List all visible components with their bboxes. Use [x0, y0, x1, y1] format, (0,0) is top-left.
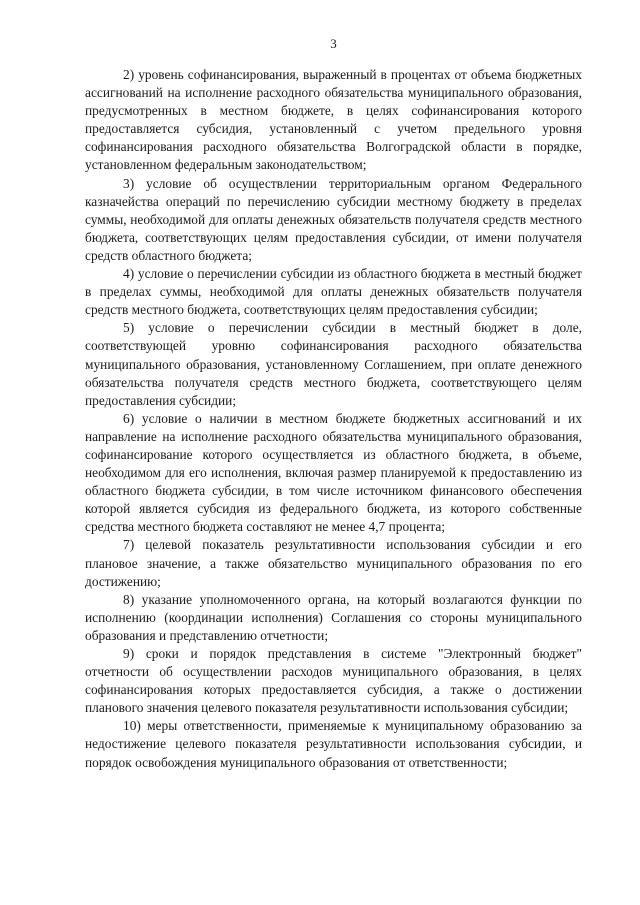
paragraph-item-4: 4) условие о перечислении субсидии из областного бюджета в местный бюджет в пределах суммы, необходимой для оплаты денежных обязательств получателя средств местного бюджета, соответствующих целям предоставления субсидии;	[85, 266, 582, 318]
paragraph-item-10: 10) меры ответственности, применяемые к муниципальному образованию за недостижение целевого показателя результативности использования субсидии, и порядок освобождения муниципального образования от ответственности;	[85, 718, 582, 770]
paragraph-item-9: 9) сроки и порядок представления в системе "Электронный бюджет" отчетности об осуществлении расходов муниципального образования, в целях софинансирования которых предоставляется субсидия, а также о достижении планового значения целевого показателя результативности использования субсидии;	[85, 646, 582, 716]
paragraph-item-6: 6) условие о наличии в местном бюджете бюджетных ассигнований и их направление на исполнение расходного обязательства муниципального образования, софинансирование которого осуществляется из областного бюджета, в объеме, необходимом для его исполнения, включая размер планируемой к предоставлению из областного бюджета субсидии, в том числе источником финансового обеспечения которой является субсидия из федерального бюджета, из которого собственные средства местного бюджета составляют не менее 4,7 процента;	[85, 410, 582, 535]
paragraph-item-8: 8) указание уполномоченного органа, на который возлагаются функции по исполнению (координации исполнения) Соглашения со стороны муниципального образования и представлению отчетности;	[85, 591, 582, 643]
paragraph-item-7: 7) целевой показатель результативности использования субсидии и его плановое значение, а также обязательство муниципального образования по его достижению;	[85, 537, 582, 589]
document-body	[85, 66, 582, 772]
paragraph-item-2: 2) уровень софинансирования, выраженный в процентах от объема бюджетных ассигнований на исполнение расходного обязательства муниципального образования, предусмотренных в местном бюджете, в целях софинансирования которого предоставляется субсидия, установленный с учетом предельного уровня софинансирования расходного обязательства Волгоградской области в порядке, установленном федеральным законодательством;	[85, 67, 582, 173]
paragraph-item-3: 3) условие об осуществлении территориальным органом Федерального казначейства операций по перечислению субсидии местному бюджету в пределах суммы, необходимой для оплаты денежных обязательств получателя средств местного бюджета, соответствующих целям предоставления субсидии, от имени получателя средств областного бюджета;	[85, 175, 582, 263]
paragraph-item-5: 5) условие о перечислении субсидии в местный бюджет в доле, соответствующей уровню софинансирования расходного обязательства муниципального образования, установленному Соглашением, при оплате денежного обязательства получателя средств местного бюджета, соответствующего целям предоставления субсидии;	[85, 320, 582, 408]
page-number: 3	[330, 36, 337, 51]
